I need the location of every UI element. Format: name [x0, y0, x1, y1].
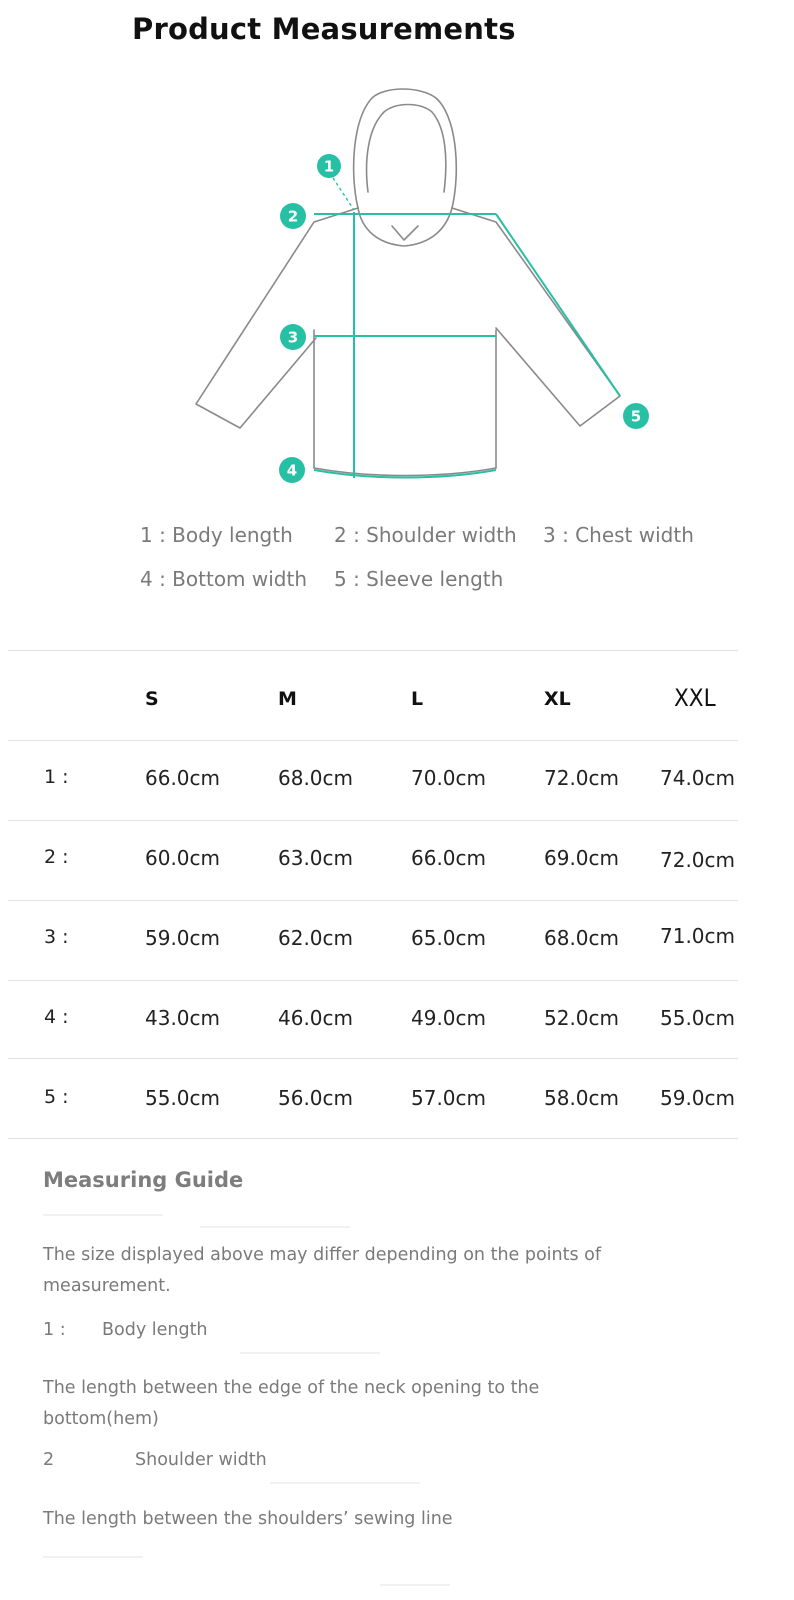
- table-divider: [8, 1058, 738, 1059]
- guide-item-description: The length between the shoulders’ sewing line: [43, 1509, 453, 1529]
- legend-item-sleeve-length: 5 : Sleeve length: [334, 567, 504, 591]
- faint-divider: [43, 1556, 143, 1558]
- table-cell: 58.0cm: [544, 1086, 620, 1110]
- sleeve-length-line: [496, 214, 620, 396]
- table-cell: 70.0cm: [411, 766, 487, 790]
- faint-divider: [200, 1226, 350, 1228]
- table-cell: 57.0cm: [411, 1086, 487, 1110]
- table-cell: 72.0cm: [544, 766, 620, 790]
- table-cell: 66.0cm: [145, 766, 221, 790]
- table-cell: 46.0cm: [278, 1006, 354, 1030]
- header-size-xxl: XXL: [674, 684, 716, 712]
- guide-item-name: Body length: [102, 1320, 208, 1340]
- collar-v-outline: [392, 226, 418, 240]
- marker-4-icon: [279, 457, 305, 483]
- svg-text:4: 4: [286, 461, 298, 480]
- marker-1-icon: [317, 154, 341, 178]
- guide-item-name: Shoulder width: [135, 1450, 267, 1470]
- table-cell: 43.0cm: [145, 1006, 221, 1030]
- guide-intro-line: The size displayed above may differ depending on the points of: [43, 1245, 602, 1265]
- faint-divider: [270, 1482, 420, 1484]
- hood-outline: [354, 89, 457, 208]
- guide-item-description: bottom(hem): [43, 1409, 159, 1429]
- table-cell: 62.0cm: [278, 926, 354, 950]
- header-size-xl: XL: [544, 688, 571, 710]
- svg-text:2: 2: [287, 207, 299, 226]
- marker-3-icon: [280, 324, 306, 350]
- table-divider: [8, 650, 738, 651]
- table-cell: 59.0cm: [145, 926, 221, 950]
- faint-divider: [240, 1352, 380, 1354]
- header-size-l: L: [411, 688, 424, 710]
- legend-item-shoulder-width: 2 : Shoulder width: [334, 523, 517, 547]
- row-label: 3 :: [44, 926, 69, 948]
- guide-item-label: 1 :: [43, 1320, 66, 1340]
- faint-divider: [43, 1214, 163, 1216]
- table-cell: 59.0cm: [660, 1086, 736, 1110]
- right-sleeve-outline: [452, 208, 620, 426]
- guide-title: Measuring Guide: [43, 1168, 244, 1192]
- table-cell: 66.0cm: [411, 846, 487, 870]
- table-cell: 52.0cm: [544, 1006, 620, 1030]
- table-cell: 68.0cm: [544, 926, 620, 950]
- left-sleeve-outline: [196, 208, 358, 428]
- faint-divider: [380, 1584, 450, 1586]
- legend-item-chest-width: 3 : Chest width: [543, 523, 694, 547]
- row-label: 5 :: [44, 1086, 69, 1108]
- legend-item-bottom-width: 4 : Bottom width: [140, 567, 308, 591]
- table-cell: 63.0cm: [278, 846, 354, 870]
- body-length-pointer: [333, 178, 354, 210]
- table-cell: 65.0cm: [411, 926, 487, 950]
- table-cell: 55.0cm: [145, 1086, 221, 1110]
- svg-text:3: 3: [287, 328, 299, 347]
- guide-item-description: The length between the edge of the neck opening to the: [43, 1378, 540, 1398]
- table-cell: 71.0cm: [660, 924, 736, 948]
- table-cell: 69.0cm: [544, 846, 620, 870]
- guide-item-label: 2: [43, 1450, 55, 1470]
- legend-item-body-length: 1 : Body length: [140, 523, 293, 547]
- table-cell: 72.0cm: [660, 848, 736, 872]
- table-divider: [8, 980, 738, 981]
- svg-text:5: 5: [630, 407, 642, 426]
- table-cell: 56.0cm: [278, 1086, 354, 1110]
- table-cell: 74.0cm: [660, 766, 736, 790]
- header-size-s: S: [145, 688, 159, 710]
- table-divider: [8, 900, 738, 901]
- hoodie-measurement-diagram: [0, 0, 794, 500]
- table-divider: [8, 740, 738, 741]
- table-divider: [8, 820, 738, 821]
- row-label: 2 :: [44, 846, 69, 868]
- row-label: 4 :: [44, 1006, 69, 1028]
- marker-2-icon: [280, 203, 306, 229]
- table-cell: 68.0cm: [278, 766, 354, 790]
- bottom-width-line: [314, 470, 496, 478]
- page-title: Product Measurements: [132, 12, 516, 46]
- table-cell: 49.0cm: [411, 1006, 487, 1030]
- guide-intro-line: measurement.: [43, 1276, 171, 1296]
- table-divider: [8, 1138, 738, 1139]
- table-cell: 60.0cm: [145, 846, 221, 870]
- header-size-m: M: [278, 688, 297, 710]
- table-cell: 55.0cm: [660, 1006, 736, 1030]
- marker-5-icon: [623, 403, 649, 429]
- row-label: 1 :: [44, 766, 69, 788]
- hood-inner-outline: [367, 105, 446, 193]
- svg-text:1: 1: [323, 157, 335, 176]
